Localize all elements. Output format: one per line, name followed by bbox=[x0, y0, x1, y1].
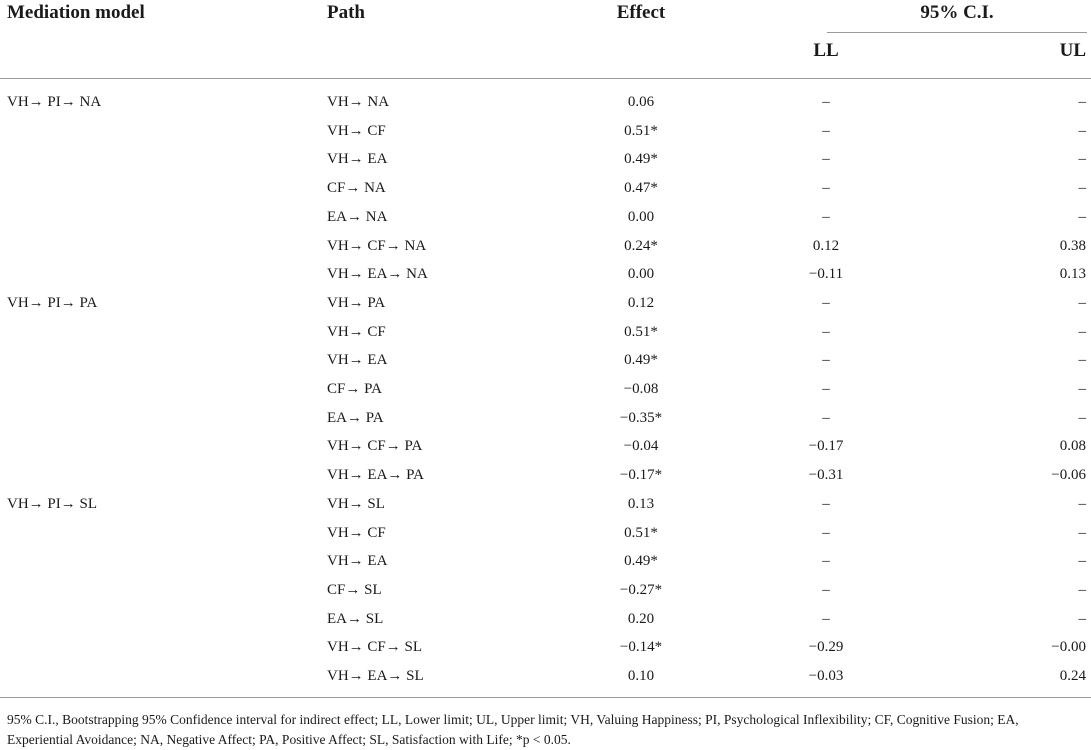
path-cell: VH→ CF→ NA bbox=[327, 238, 427, 254]
effect-cell: −0.04 bbox=[623, 438, 659, 454]
path-cell: VH→ CF→ PA bbox=[327, 438, 423, 454]
header-ci: 95% C.I. bbox=[920, 2, 994, 23]
ll-cell: – bbox=[822, 582, 830, 598]
ll-cell: – bbox=[822, 123, 830, 139]
path-cell: VH→ EA→ SL bbox=[327, 668, 424, 684]
path-cell: EA→ NA bbox=[327, 209, 388, 225]
ul-cell: 0.13 bbox=[1059, 266, 1086, 282]
path-cell: VH→ EA→ PA bbox=[327, 467, 424, 483]
ul-cell: −0.00 bbox=[1051, 639, 1086, 655]
ul-cell: – bbox=[1078, 324, 1086, 340]
header-path: Path bbox=[327, 2, 365, 23]
effect-cell: 0.12 bbox=[627, 295, 655, 311]
ll-cell: −0.17 bbox=[808, 438, 844, 454]
ci-underline bbox=[827, 32, 1087, 33]
ll-cell: – bbox=[822, 525, 830, 541]
path-cell: VH→ EA bbox=[327, 352, 388, 368]
path-cell: VH→ PA bbox=[327, 295, 386, 311]
ul-cell: 0.08 bbox=[1059, 438, 1086, 454]
effect-cell: 0.06 bbox=[627, 94, 655, 110]
ll-cell: – bbox=[822, 496, 830, 512]
ll-cell: – bbox=[822, 209, 830, 225]
header-ul: UL bbox=[1059, 40, 1086, 61]
path-cell: CF→ NA bbox=[327, 180, 386, 196]
header-rule bbox=[0, 78, 1091, 79]
ll-cell: – bbox=[822, 410, 830, 426]
ul-cell: – bbox=[1078, 352, 1086, 368]
ul-cell: – bbox=[1078, 381, 1086, 397]
ll-cell: – bbox=[822, 381, 830, 397]
header-mediation-model: Mediation model bbox=[7, 2, 145, 23]
ll-cell: – bbox=[822, 324, 830, 340]
ll-cell: −0.29 bbox=[808, 639, 844, 655]
path-cell: VH→ EA→ NA bbox=[327, 266, 428, 282]
effect-cell: 0.51* bbox=[624, 123, 658, 139]
header-effect: Effect bbox=[616, 2, 666, 23]
ll-cell: – bbox=[822, 94, 830, 110]
header-ll: LL bbox=[813, 40, 839, 61]
effect-cell: −0.35* bbox=[619, 410, 663, 426]
ul-cell: – bbox=[1078, 410, 1086, 426]
effect-cell: 0.24* bbox=[624, 238, 658, 254]
ll-cell: −0.11 bbox=[808, 266, 844, 282]
path-cell: CF→ SL bbox=[327, 582, 382, 598]
effect-cell: 0.51* bbox=[624, 525, 658, 541]
ul-cell: – bbox=[1078, 295, 1086, 311]
ul-cell: – bbox=[1078, 123, 1086, 139]
path-cell: VH→ EA bbox=[327, 151, 388, 167]
ll-cell: – bbox=[822, 352, 830, 368]
ll-cell: – bbox=[822, 180, 830, 196]
ul-cell: – bbox=[1078, 180, 1086, 196]
bottom-rule bbox=[0, 697, 1091, 698]
ll-cell: – bbox=[822, 553, 830, 569]
path-cell: EA→ PA bbox=[327, 410, 384, 426]
ul-cell: – bbox=[1078, 582, 1086, 598]
ul-cell: 0.38 bbox=[1059, 238, 1086, 254]
ll-cell: – bbox=[822, 151, 830, 167]
effect-cell: 0.20 bbox=[627, 611, 655, 627]
ul-cell: – bbox=[1078, 525, 1086, 541]
path-cell: VH→ CF→ SL bbox=[327, 639, 423, 655]
path-cell: VH→ NA bbox=[327, 94, 390, 110]
effect-cell: −0.14* bbox=[619, 639, 663, 655]
effect-cell: 0.49* bbox=[624, 553, 658, 569]
path-cell: VH→ CF bbox=[327, 123, 386, 139]
path-cell: VH→ SL bbox=[327, 496, 385, 512]
effect-cell: 0.13 bbox=[627, 496, 655, 512]
effect-cell: −0.27* bbox=[619, 582, 663, 598]
effect-cell: 0.51* bbox=[624, 324, 658, 340]
ll-cell: −0.03 bbox=[808, 668, 844, 684]
mediation-model-cell: VH→ PI→ NA bbox=[7, 94, 102, 110]
effect-cell: 0.47* bbox=[624, 180, 658, 196]
path-cell: EA→ SL bbox=[327, 611, 384, 627]
ul-cell: – bbox=[1078, 94, 1086, 110]
ul-cell: – bbox=[1078, 611, 1086, 627]
path-cell: CF→ PA bbox=[327, 381, 382, 397]
ul-cell: – bbox=[1078, 553, 1086, 569]
ll-cell: – bbox=[822, 295, 830, 311]
path-cell: VH→ CF bbox=[327, 525, 386, 541]
effect-cell: 0.10 bbox=[627, 668, 655, 684]
effect-cell: −0.17* bbox=[619, 467, 663, 483]
effect-cell: −0.08 bbox=[623, 381, 659, 397]
effect-cell: 0.49* bbox=[624, 352, 658, 368]
effect-cell: 0.00 bbox=[627, 209, 655, 225]
ul-cell: 0.24 bbox=[1059, 668, 1086, 684]
mediation-model-cell: VH→ PI→ PA bbox=[7, 295, 98, 311]
ll-cell: 0.12 bbox=[812, 238, 840, 254]
ul-cell: – bbox=[1078, 151, 1086, 167]
path-cell: VH→ EA bbox=[327, 553, 388, 569]
mediation-model-cell: VH→ PI→ SL bbox=[7, 496, 98, 512]
ul-cell: – bbox=[1078, 209, 1086, 225]
ul-cell: – bbox=[1078, 496, 1086, 512]
effect-cell: 0.00 bbox=[627, 266, 655, 282]
table-footnote: 95% C.I., Bootstrapping 95% Confidence interval for indirect effect; LL, Lower limit; UL, Upper limit; VH, Valuing Happiness; PI, Psychological Inflexibility; CF, Cognitive Fusion; EA, Experiential Avoidance; NA, Negative Affect; PA, Positive Affect; SL, Satisfaction with Life; *p < 0.05. bbox=[7, 712, 1019, 747]
ll-cell: −0.31 bbox=[808, 467, 844, 483]
effect-cell: 0.49* bbox=[624, 151, 658, 167]
path-cell: VH→ CF bbox=[327, 324, 386, 340]
ul-cell: −0.06 bbox=[1051, 467, 1086, 483]
ll-cell: – bbox=[822, 611, 830, 627]
